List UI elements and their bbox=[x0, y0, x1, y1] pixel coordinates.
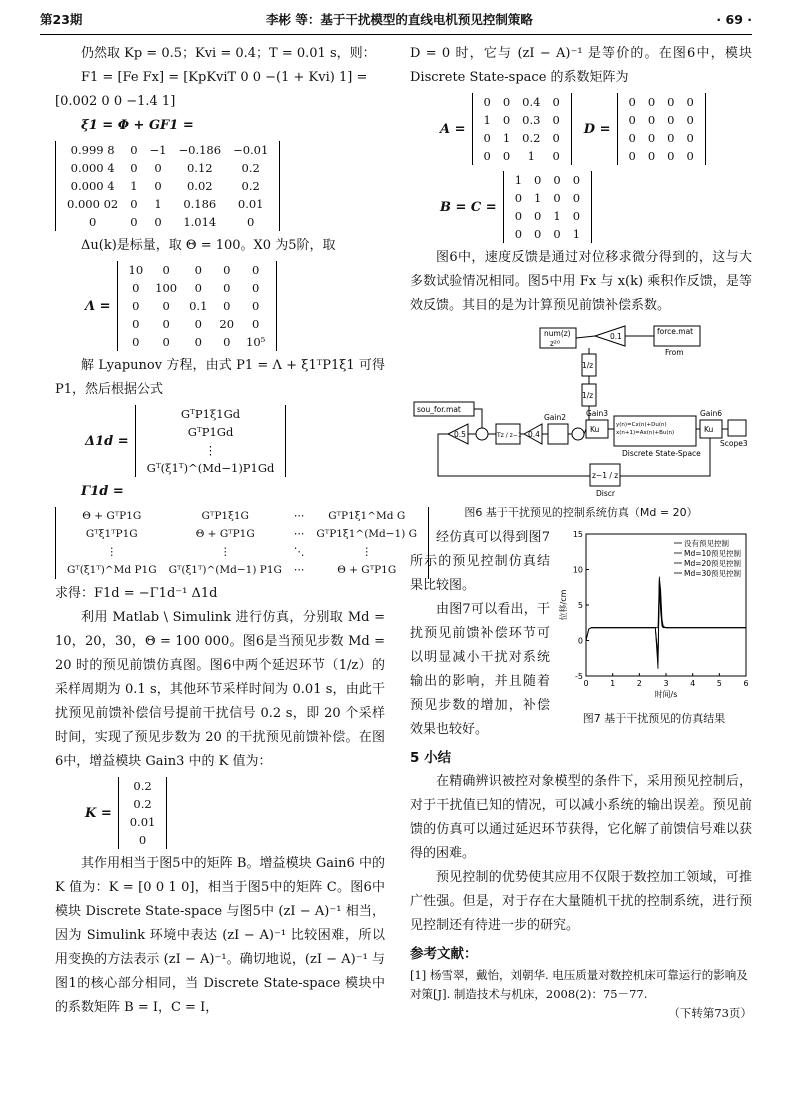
matrix-cell: Θ + GᵀP1G bbox=[82, 510, 142, 522]
sou-text: sou_for.mat bbox=[417, 405, 461, 414]
matrix-cell: GᵀP1Gd bbox=[187, 425, 234, 439]
gain2-block bbox=[548, 424, 568, 444]
gamma-matrix bbox=[55, 507, 418, 579]
matrix-cell: 0 bbox=[223, 335, 231, 349]
y-tick-label: 0 bbox=[577, 636, 583, 646]
matrix-row bbox=[61, 195, 274, 213]
summary-paragraph-1: 在精确辨识被控对象模型的条件下，采用预见控制后，对于干扰值已知的情况，可以减小系统的输出误差。预见前馈的仿真可以通过延迟环节获得，它化解了前馈信号难以获得的困难。 bbox=[410, 774, 752, 861]
figure-6-diagram bbox=[410, 324, 752, 504]
lambda-matrix bbox=[85, 261, 385, 351]
scope-text: Scope3 bbox=[720, 439, 748, 448]
matrix-row bbox=[141, 459, 281, 477]
matrix-row bbox=[509, 207, 586, 225]
lambda-label: Λ = bbox=[85, 298, 111, 314]
scalar-line: Δu(k)是标量，取 Θ = 100。X0 为5阶，取 bbox=[81, 238, 336, 253]
matrix-cell: 0 bbox=[130, 197, 138, 211]
matrix-cell: 0 bbox=[552, 95, 560, 109]
matrix-cell: 0.999 8 bbox=[70, 143, 115, 157]
ss1-text: y(n)=Cx(n)+Du(n) bbox=[616, 422, 667, 428]
from-text: From bbox=[665, 348, 684, 357]
matrix-row bbox=[61, 525, 423, 543]
k-label: K = bbox=[85, 805, 112, 821]
force-mat-text: force.mat bbox=[657, 327, 694, 336]
matrix-cell: 0 bbox=[162, 335, 170, 349]
y-tick-label: -5 bbox=[575, 672, 583, 681]
matrix-cell: 0 bbox=[88, 215, 97, 229]
matrix-cell: −0.186 bbox=[178, 143, 222, 157]
matrix-row bbox=[124, 813, 162, 831]
a-label: A = bbox=[440, 121, 466, 137]
matrix-row bbox=[623, 111, 700, 129]
figure-7 bbox=[556, 526, 752, 742]
equivalence-paragraph: D = 0 时，它与 (zI − A)⁻¹ 是等价的。在图6中，模块 Discrete State-space 的系数矩阵为 bbox=[410, 46, 752, 85]
gamma-label: Γ1d = bbox=[81, 484, 124, 499]
references-heading: 参考文献： bbox=[410, 946, 478, 962]
matrix-cell: 1.014 bbox=[183, 215, 217, 229]
f1-equation: F1 = [Fe Fx] = [KpKviT 0 0 −(1 + Kvi) 1] = bbox=[81, 70, 368, 85]
matrix-cell: 0.000 4 bbox=[70, 179, 115, 193]
bc-matrix bbox=[440, 171, 752, 243]
simulation-paragraph: 利用 Matlab \ Simulink 进行仿真，分别取 Md = 10，20，30，Θ = 100 000。图6是当预见步数 Md = 20 时的预见前馈仿真图。图6中两个延迟环节（1/z）的采样周期为 0.1 s，其他环节采样时间为 0.01 s，由此干扰预见前馈补偿信号提前干扰信号 0.2 s，即 20 个采样时间，实现了预见步数为 20 的干扰预见前馈补偿。在图6中，增益模块 Gain3 中的 K 值为： bbox=[55, 610, 385, 769]
matrix-cell: Gᵀ(ξ1ᵀ)^(Md−1) P1G bbox=[168, 564, 282, 576]
matrix-cell: 0 bbox=[252, 281, 260, 295]
matrix-cell: 1 bbox=[527, 149, 535, 163]
matrix-cell: 0 bbox=[628, 149, 636, 163]
matrix-cell: 0.2 bbox=[241, 161, 260, 175]
matrix-cell: 0.2 bbox=[241, 179, 260, 193]
matrix-cell: 0 bbox=[252, 263, 260, 277]
y-tick-label: 10 bbox=[572, 565, 583, 575]
matrix-row bbox=[141, 441, 281, 459]
series-line bbox=[586, 580, 746, 655]
tz-text: Tz / z−1 bbox=[497, 432, 522, 439]
scope-block bbox=[728, 420, 746, 436]
matrix-row bbox=[141, 405, 281, 423]
matrix-cell: Gᵀ(ξ1ᵀ)^Md P1G bbox=[67, 564, 157, 576]
matrix-cell: 0 bbox=[647, 131, 656, 145]
matrix-row bbox=[478, 93, 566, 111]
matrix-cell: Gᵀ(ξ1ᵀ)^(Md−1)P1Gd bbox=[146, 461, 275, 475]
matrix-cell: ⋮ bbox=[204, 443, 217, 457]
xi-matrix-table bbox=[61, 141, 274, 231]
gamma-matrix-table bbox=[61, 507, 423, 579]
matrix-cell: 0 bbox=[628, 113, 636, 127]
sum2 bbox=[572, 428, 584, 440]
matrix-cell: 0 bbox=[552, 131, 560, 145]
matrix-cell: 100 bbox=[155, 281, 178, 295]
f1d-result: 求得：F1d = −Γ1d⁻¹ Δ1d bbox=[55, 586, 218, 601]
matrix-cell: 0 bbox=[502, 95, 511, 109]
matrix-cell: 0 bbox=[132, 317, 140, 331]
matrix-cell: Θ + GᵀP1G bbox=[195, 528, 255, 540]
matrix-cell: 0 bbox=[667, 131, 675, 145]
matrix-row bbox=[124, 831, 162, 849]
matrix-cell: GᵀP1ξ1G bbox=[201, 510, 249, 522]
result-intro: 经仿真可以得到图7所示的预见控制仿真结果比较图。 bbox=[410, 530, 550, 593]
matrix-cell: 0.02 bbox=[186, 179, 213, 193]
matrix-cell: 0 bbox=[194, 263, 202, 277]
matrix-row bbox=[509, 171, 586, 189]
g01-text: 0.1 bbox=[610, 332, 622, 341]
section-5-heading: 5 小结 bbox=[410, 750, 452, 766]
sum1 bbox=[476, 428, 488, 440]
lyapunov-text: 解 Lyapunov 方程，由式 P1 = Λ + ξ1ᵀP1ξ1 可得 P1，然后根据公式 bbox=[55, 358, 385, 397]
matrix-row bbox=[61, 141, 274, 159]
matrix-cell: 0 bbox=[502, 113, 511, 127]
matrix-cell: GᵀP1ξ1Gd bbox=[180, 407, 241, 421]
matrix-cell: 0 bbox=[247, 215, 255, 229]
result-discussion: 由图7可以看出，干扰预见前馈补偿环节可以明显减小干扰对系统输出的影响，并且随着预见步数的增加，补偿效果也较好。 bbox=[410, 602, 550, 737]
x-tick-label: 0 bbox=[583, 679, 589, 688]
matrix-cell: 0 bbox=[514, 209, 523, 223]
matrix-row bbox=[123, 315, 272, 333]
a-matrix bbox=[440, 93, 572, 165]
matrix-row bbox=[141, 423, 281, 441]
matrix-cell: 0 bbox=[194, 317, 202, 331]
series-line bbox=[586, 591, 746, 669]
g05-text: 0.5 bbox=[454, 430, 466, 439]
gain2-text: Gain2 bbox=[544, 413, 567, 422]
matrix-row bbox=[124, 795, 162, 813]
matrix-cell: 0 bbox=[667, 95, 675, 109]
matrix-cell: 0 bbox=[154, 179, 162, 193]
matrix-cell: 0.1 bbox=[189, 299, 208, 313]
matrix-cell: 10⁵ bbox=[246, 335, 266, 349]
matrix-cell: ⋮ bbox=[106, 546, 118, 558]
matrix-cell: ⋮ bbox=[220, 546, 231, 558]
x-tick-label: 4 bbox=[690, 679, 696, 688]
matrix-row bbox=[478, 129, 566, 147]
matrix-row bbox=[509, 225, 586, 243]
legend-label: Md=20预见控制 bbox=[684, 559, 742, 568]
matrix-cell: 1 bbox=[483, 113, 491, 127]
matrix-row bbox=[509, 189, 586, 207]
f1-value: [0.002 0 0 −1.4 1] bbox=[55, 94, 176, 109]
matrix-cell: 0 bbox=[647, 113, 656, 127]
right-column bbox=[410, 42, 752, 1023]
issue-number: 第23期 bbox=[40, 12, 83, 27]
delay1-text: 1/z bbox=[582, 361, 594, 370]
matrix-cell: 0 bbox=[514, 227, 523, 241]
matrix-cell: 0.3 bbox=[522, 113, 541, 127]
running-title: 李彬 等：基于干扰模型的直线电机预见控制策略 bbox=[265, 12, 533, 27]
matrix-row bbox=[123, 261, 272, 279]
matrix-cell: 0.000 02 bbox=[67, 197, 119, 211]
matrix-cell: 0 bbox=[194, 281, 202, 295]
series-line bbox=[586, 577, 746, 641]
matrix-cell: 0 bbox=[553, 227, 561, 241]
matrix-cell: 0 bbox=[132, 299, 140, 313]
num-text: num(z) bbox=[544, 329, 571, 338]
x-axis-label: 时间/s bbox=[654, 690, 678, 699]
matrix-cell: Gᵀξ1ᵀP1G bbox=[85, 528, 138, 540]
x-tick-label: 5 bbox=[716, 679, 722, 688]
matrix-cell: 0 bbox=[223, 299, 231, 313]
xi-matrix bbox=[55, 141, 385, 231]
matrix-row bbox=[61, 213, 274, 231]
matrix-cell: 0 bbox=[502, 149, 511, 163]
matrix-cell: 0.01 bbox=[237, 197, 264, 211]
matrix-row bbox=[61, 507, 423, 525]
matrix-cell: ⋯ bbox=[293, 528, 305, 540]
y-tick-label: 5 bbox=[577, 601, 583, 610]
matrix-cell: 0 bbox=[162, 317, 170, 331]
matrix-cell: 0 bbox=[252, 299, 260, 313]
x-tick-label: 1 bbox=[610, 679, 616, 688]
continued-note: （下转第73页） bbox=[668, 1006, 752, 1020]
ku6-text: Ku bbox=[704, 425, 714, 434]
k-matrix bbox=[85, 777, 385, 849]
matrix-cell: 0 bbox=[154, 215, 162, 229]
matrix-cell: 0 bbox=[138, 833, 147, 847]
matrix-cell: 1 bbox=[502, 131, 511, 145]
matrix-row bbox=[478, 111, 566, 129]
bc-label: B = C = bbox=[440, 199, 497, 215]
g04-text: 0.4 bbox=[528, 430, 540, 439]
matrix-cell: 0 bbox=[223, 263, 231, 277]
matrix-cell: 0 bbox=[572, 191, 581, 205]
matrix-cell: 0.2 bbox=[133, 779, 152, 793]
matrix-cell: 0 bbox=[686, 149, 694, 163]
matrix-cell: 0 bbox=[483, 131, 491, 145]
matrix-cell: 1 bbox=[130, 179, 138, 193]
page-number: · 69 · bbox=[716, 11, 752, 27]
matrix-cell: 0 bbox=[130, 161, 138, 175]
matrix-cell: 0 bbox=[647, 149, 656, 163]
y-axis-label: 位移/cm bbox=[559, 589, 568, 621]
matrix-cell: 0 bbox=[628, 95, 636, 109]
legend-label: Md=10预见控制 bbox=[684, 549, 742, 558]
ad-matrices bbox=[440, 90, 752, 168]
figure-7-caption: 图7 基于干扰预见的仿真结果 bbox=[582, 712, 726, 725]
matrix-cell: 0 bbox=[686, 95, 694, 109]
series-line bbox=[586, 584, 746, 662]
matrix-cell: ⋱ bbox=[293, 546, 305, 558]
matrix-cell: 0 bbox=[534, 209, 542, 223]
matrix-row bbox=[61, 159, 274, 177]
matrix-cell: 0.186 bbox=[183, 197, 217, 211]
matrix-row bbox=[623, 93, 700, 111]
matrix-cell: 0 bbox=[667, 149, 675, 163]
matrix-cell: 0 bbox=[194, 335, 202, 349]
matrix-cell: 0 bbox=[130, 215, 138, 229]
matrix-cell: 0.2 bbox=[133, 797, 152, 811]
header-rule bbox=[40, 34, 752, 35]
matrix-cell: 1 bbox=[534, 191, 542, 205]
matrix-cell: −0.01 bbox=[233, 143, 269, 157]
matrix-cell: 0.01 bbox=[129, 815, 156, 829]
param-line: 仍然取 Kp = 0.5；Kvi = 0.4；T = 0.01 s，则： bbox=[81, 46, 376, 61]
matrix-cell: 0 bbox=[132, 281, 140, 295]
matrix-cell: 0 bbox=[154, 161, 162, 175]
legend-label: 没有预见控制 bbox=[684, 539, 729, 548]
matrix-cell: 0.000 4 bbox=[70, 161, 115, 175]
matrix-row bbox=[623, 147, 700, 165]
x-tick-label: 2 bbox=[636, 679, 642, 688]
fig7-side-text bbox=[410, 526, 550, 742]
xi-label: ξ1 = Φ + GF1 = bbox=[81, 118, 194, 133]
disc-text: z−1 / z bbox=[592, 471, 619, 480]
matrix-cell: GᵀP1ξ1^Md G bbox=[328, 510, 406, 522]
matrix-row bbox=[124, 777, 162, 795]
matrix-cell: 0.2 bbox=[522, 131, 541, 145]
matrix-row bbox=[61, 561, 423, 579]
matrix-cell: ⋯ bbox=[293, 564, 305, 576]
matrix-row bbox=[61, 177, 274, 195]
matrix-cell: 20 bbox=[219, 317, 235, 331]
ss2-text: x(n+1)=Ax(n)+Bu(n) bbox=[616, 430, 675, 436]
matrix-cell: 0.4 bbox=[522, 95, 541, 109]
matrix-cell: 0 bbox=[162, 299, 170, 313]
matrix-cell: 0 bbox=[553, 191, 561, 205]
matrix-cell: 0 bbox=[252, 317, 260, 331]
matrix-cell: 0 bbox=[130, 143, 138, 157]
feedback-paragraph: 图6中，速度反馈是通过对位移求微分得到的，这与大多数试验情况相同。图5中用 Fx 与 x(k) 乘积作反馈，是等效反馈。其目的是为计算预见前馈补偿系数。 bbox=[410, 250, 752, 313]
matrix-cell: GᵀP1ξ1^(Md−1) G bbox=[316, 528, 418, 540]
fig7-row bbox=[410, 526, 752, 742]
matrix-cell: 0 bbox=[162, 263, 170, 277]
matrix-cell: 0.12 bbox=[186, 161, 213, 175]
matrix-cell: 0 bbox=[647, 95, 656, 109]
legend-label: Md=30预见控制 bbox=[684, 569, 742, 578]
d-matrix-table bbox=[623, 93, 700, 165]
x-tick-label: 6 bbox=[743, 679, 749, 688]
matrix-cell: 0 bbox=[686, 131, 694, 145]
matrix-cell: 0 bbox=[132, 335, 140, 349]
figure-6-caption: 图6 基于干扰预见的控制系统仿真（Md = 20） bbox=[464, 506, 698, 519]
dss-text: Discrete State-Space bbox=[622, 449, 701, 458]
matrix-cell: 0 bbox=[552, 149, 560, 163]
matrix-cell: 0 bbox=[667, 113, 675, 127]
left-column bbox=[55, 42, 418, 1020]
matrix-cell: 0 bbox=[572, 209, 581, 223]
d-matrix bbox=[584, 93, 706, 165]
running-header bbox=[40, 6, 752, 32]
matrix-cell: 0 bbox=[483, 95, 491, 109]
matrix-row bbox=[123, 279, 272, 297]
matrix-cell: 0 bbox=[572, 173, 581, 187]
matrix-row bbox=[478, 147, 566, 165]
matrix-cell: 1 bbox=[572, 227, 581, 241]
matrix-cell: Θ + GᵀP1G bbox=[337, 564, 397, 576]
matrix-cell: 0 bbox=[534, 227, 542, 241]
a-matrix-table bbox=[478, 93, 566, 165]
matrix-row bbox=[623, 129, 700, 147]
delta-matrix-table bbox=[141, 405, 281, 477]
matrix-row bbox=[61, 543, 423, 561]
matrix-cell: 1 bbox=[553, 209, 561, 223]
disc-label: Discr bbox=[596, 489, 615, 498]
ku3-text: Ku bbox=[590, 425, 600, 434]
figure-7-chart bbox=[556, 526, 752, 706]
matrix-cell: 0 bbox=[534, 173, 542, 187]
lambda-matrix-table bbox=[123, 261, 272, 351]
matrix-cell: 0 bbox=[483, 149, 491, 163]
matrix-cell: 1 bbox=[514, 173, 523, 187]
gain-paragraph: 其作用相当于图5中的矩阵 B。增益模块 Gain6 中的 K 值为：K = [0 0 1 0]，相当于图5中的矩阵 C。图6中模块 Discrete State-space 与图5中 (zI − A)⁻¹ 相当，因为 Simulink 环境中表达 (zI − A)⁻¹ 比较困难，所以用变换的方法表示 (zI − A)⁻¹。确切地说，(zI − A)⁻¹ 与图1的核心部分相同，当 Discrete State-space 模块中的系数矩阵 B = I，C = I， bbox=[55, 856, 385, 1015]
summary-paragraph-2: 预见控制的优势使其应用不仅限于数控加工领域，可推广性强。但是，对于存在大量随机干扰的控制系统，进行预见控制还有待进一步的研究。 bbox=[410, 870, 752, 933]
matrix-row bbox=[123, 333, 272, 351]
d-label: D = bbox=[583, 121, 611, 137]
z20-text: z²⁰ bbox=[550, 339, 560, 348]
matrix-cell: ⋯ bbox=[293, 510, 305, 522]
matrix-row bbox=[123, 297, 272, 315]
delta-label: Δ1d = bbox=[85, 433, 129, 449]
matrix-cell: ⋮ bbox=[361, 546, 372, 558]
gain6-text: Gain6 bbox=[700, 409, 723, 418]
delta-matrix bbox=[85, 405, 385, 477]
matrix-cell: 0 bbox=[552, 113, 560, 127]
gain3-text: Gain3 bbox=[586, 409, 609, 418]
matrix-cell: 0 bbox=[628, 131, 636, 145]
matrix-cell: 0 bbox=[553, 173, 561, 187]
delay2-text: 1/z bbox=[582, 391, 594, 400]
matrix-cell: 0 bbox=[223, 281, 231, 295]
matrix-cell: 0 bbox=[686, 113, 694, 127]
reference-1: [1] 杨雪翠，戴怡，刘朝华. 电压质量对数控机床可靠运行的影响及对策[J]. 制造技术与机床，2008(2)：75－77. bbox=[410, 968, 748, 1001]
bc-matrix-table bbox=[509, 171, 586, 243]
matrix-cell: 0 bbox=[514, 191, 523, 205]
matrix-cell: −1 bbox=[149, 143, 167, 157]
matrix-cell: 10 bbox=[128, 263, 144, 277]
matrix-cell: 1 bbox=[154, 197, 162, 211]
k-matrix-table bbox=[124, 777, 162, 849]
x-tick-label: 3 bbox=[663, 679, 669, 688]
y-tick-label: 15 bbox=[572, 530, 583, 539]
